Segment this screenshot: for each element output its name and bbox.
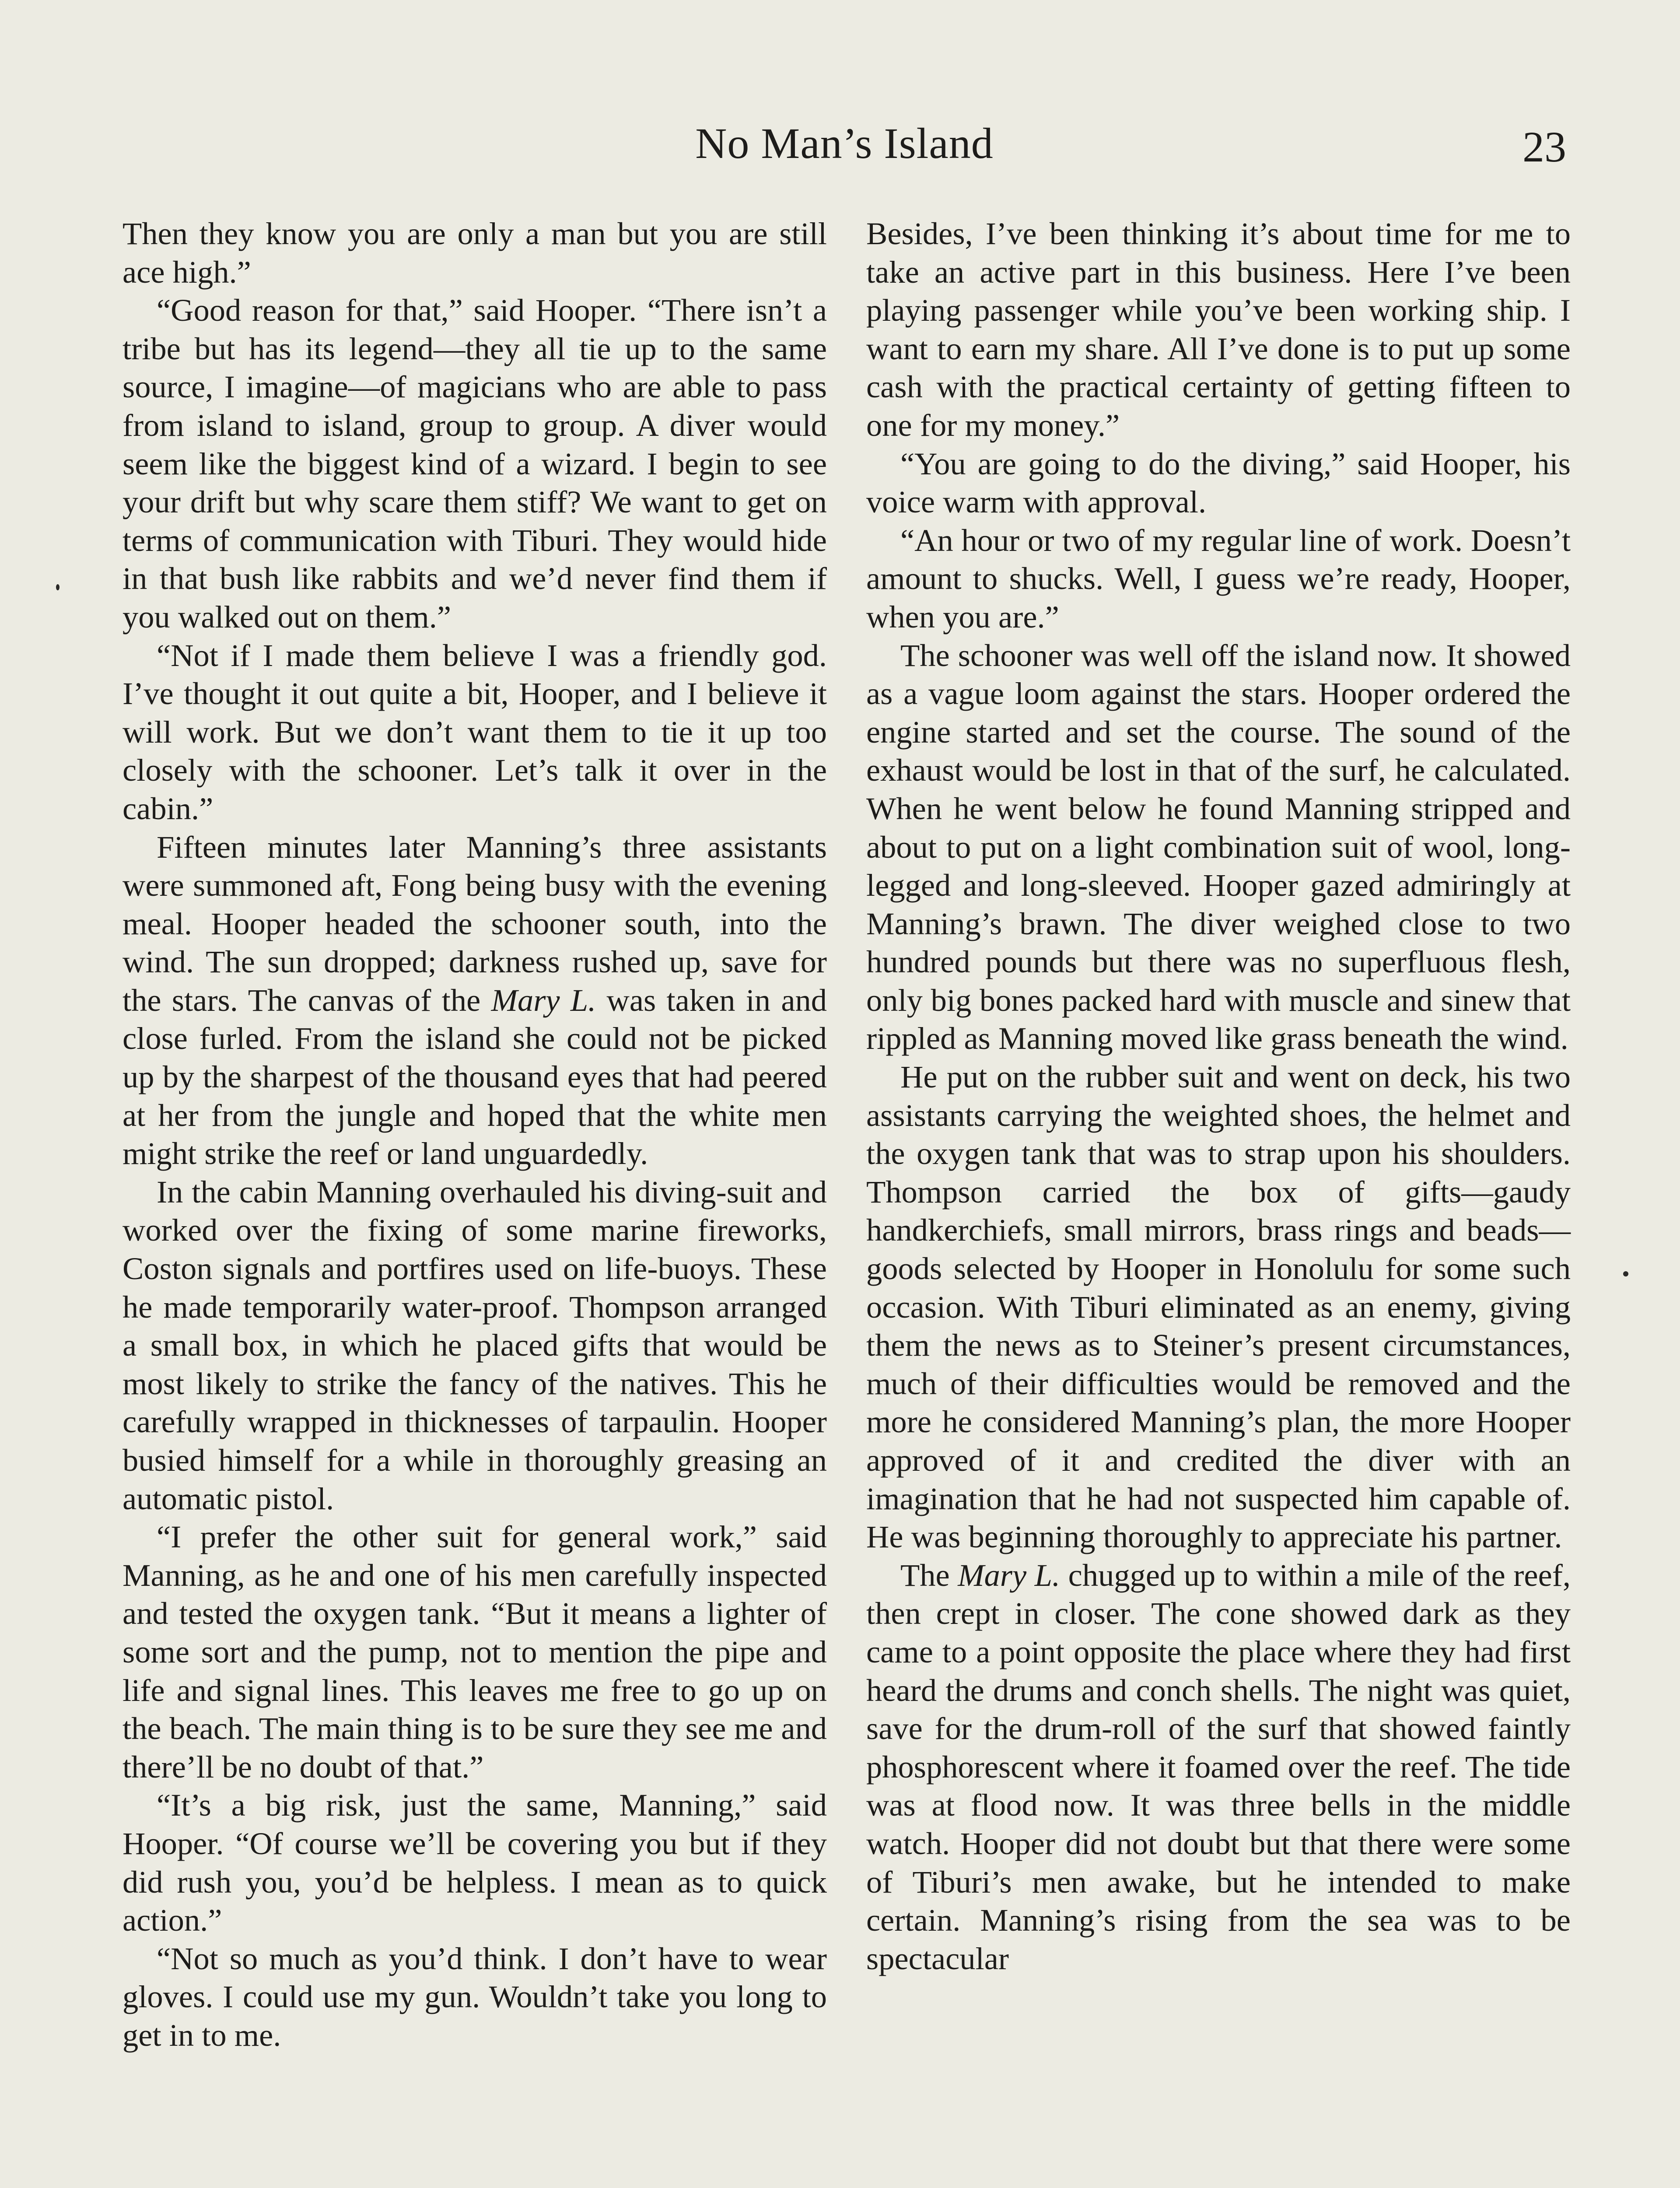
paragraph: The Mary L. chugged up to within a mile of the reef, then crept in closer. The cone showed dark as they came to a point opposite the place where they had first heard the drums and conch shells. The night was quiet, save for the drum-roll of the surf that showed faintly phosphorescent where it foamed over the reef. The tide was at flood now. It was three bells in the middle watch. Hooper did not doubt but that there were some of Tiburi’s men awake, but he intended to make certain. Manning’s rising from the sea was to be spectacular [866, 1557, 1571, 1976]
paragraph: Besides, I’ve been thinking it’s about time for me to take an active part in this business. Here I’ve been playing passenger while you’ve been working ship. I want to earn my share. All I’ve done is to put up some cash with the practical certainty of getting fifteen to one for my money.” [866, 216, 1571, 443]
ink-speck [56, 584, 60, 590]
paragraph: “It’s a big risk, just the same, Manning,” said Hooper. “Of course we’ll be covering you but if they did rush you, you’d be helpless. I mean as to quick action.” [122, 1787, 827, 1938]
ship-name: Mary L. [958, 1557, 1060, 1593]
paragraph: “I prefer the other suit for general work,” said Manning, as he and one of his men carefully inspected and tested the oxygen tank. “But it means a lighter of some sort and the pump, not to mention the pipe and life and signal lines. This leaves me free to go up on the beach. The main thing is to be sure they see me and there’ll be no doubt of that.” [122, 1519, 827, 1785]
ship-name: Mary L. [491, 982, 596, 1018]
paragraph: Fifteen minutes later Manning’s three assistants were summoned aft, Fong being busy with the evening meal. Hooper headed the schooner south, into the wind. The sun dropped; darkness rushed up, save for the stars. The canvas of the Mary L. was taken in and close furled. From the island she could not be picked up by the sharpest of the thousand eyes that had peered at her from the jungle and hoped that the white men might strike the reef or land unguardedly. [122, 829, 827, 1171]
paragraph: “You are going to do the diving,” said Hooper, his voice warm with approval. [866, 445, 1571, 520]
running-title: No Man’s Island [695, 119, 994, 168]
paragraph: “Good reason for that,” said Hooper. “There isn’t a tribe but has its legend—they all tie up to the same source, I imagine—of magicians who are able to pass from island to island, group to group. A diver would seem like the biggest kind of a wizard. I begin to see your drift but why scare them stiff? We want to get on terms of communication with Tiburi. They would hide in that bush like rabbits and we’d never find them if you walked out on them.” [122, 292, 827, 635]
page-header [122, 118, 1566, 179]
paragraph: “Not so much as you’d think. I don’t have to wear gloves. I could use my gun. Wouldn’t take you long to get in to me. [122, 1940, 827, 2053]
right-column [866, 214, 1571, 1978]
paragraph: Then they know you are only a man but you are still ace high.” [122, 216, 827, 290]
ink-speck [1623, 1271, 1628, 1276]
page-number: 23 [1522, 123, 1566, 171]
paragraph: “An hour or two of my regular line of work. Doesn’t amount to shucks. Well, I guess we’re ready, Hooper, when you are.” [866, 522, 1571, 635]
paragraph: “Not if I made them believe I was a friendly god. I’ve thought it out quite a bit, Hooper, and I believe it will work. But we don’t want them to tie it up too closely with the schooner. Let’s talk it over in the cabin.” [122, 637, 827, 826]
paragraph: In the cabin Manning overhauled his diving-suit and worked over the fixing of some marine fireworks, Coston signals and portfires used on life-buoys. These he made temporarily water-proof. Thompson arranged a small box, in which he placed gifts that would be most likely to strike the fancy of the natives. This he carefully wrapped in thicknesses of tarpaulin. Hooper busied himself for a while in thoroughly greasing an automatic pistol. [122, 1174, 827, 1516]
paragraph: He put on the rubber suit and went on deck, his two assistants carrying the weighted shoes, the helmet and the oxygen tank that was to strap upon his shoulders. Thompson carried the box of gifts—gaudy handkerchiefs, small mirrors, brass rings and beads—goods selected by Hooper in Honolulu for some such occasion. With Tiburi eliminated as an enemy, giving them the news as to Steiner’s present circumstances, much of their difficulties would be removed and the more he considered Manning’s plan, the more Hooper approved of it and credited the diver with an imagination that he had not suspected him capable of. He was beginning thoroughly to appreciate his partner. [866, 1059, 1571, 1555]
left-column [122, 214, 827, 2055]
paragraph: The schooner was well off the island now. It showed as a vague loom against the stars. Hooper ordered the engine started and set the course. The sound of the exhaust would be lost in that of the surf, he calculated. When he went below he found Manning stripped and about to put on a light combination suit of wool, long-legged and long-sleeved. Hooper gazed admiringly at Manning’s brawn. The diver weighed close to two hundred pounds but there was no superfluous flesh, only big bones packed hard with muscle and sinew that rippled as Manning moved like grass beneath the wind. [866, 637, 1571, 1056]
